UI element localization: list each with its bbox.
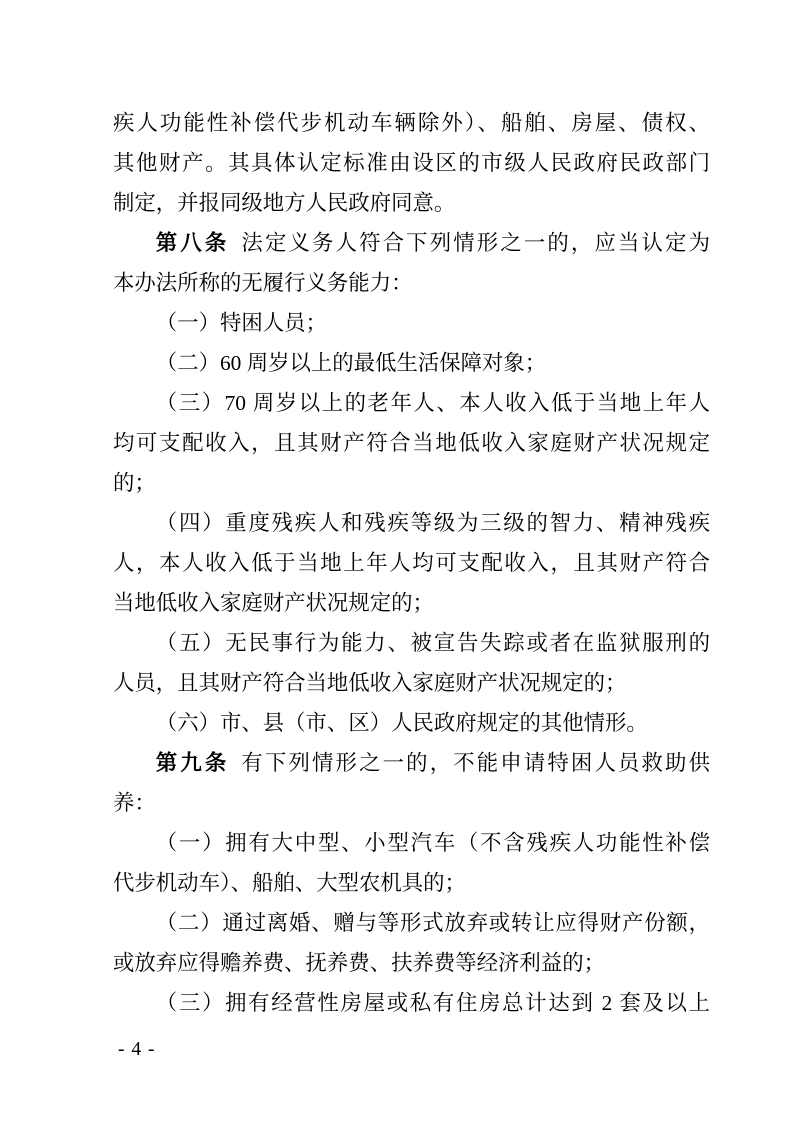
- line-text: 或放弃应得赡养费、抚养费、扶养费等经济利益的；: [113, 951, 605, 975]
- line-text: 均可支配收入，且其财产符合当地低收入家庭财产状况规定: [113, 431, 710, 455]
- text-line: [113, 383, 710, 423]
- text-line: [113, 303, 710, 343]
- line-text: 的；: [113, 471, 156, 495]
- text-line: [113, 783, 710, 823]
- line-text: 本办法所称的无履行义务能力：: [113, 271, 413, 295]
- article-number: 第八条: [155, 231, 230, 255]
- line-text: 人员，且其财产符合当地低收入家庭财产状况规定的；: [113, 671, 627, 695]
- text-line: [113, 183, 710, 223]
- text-line: [113, 583, 710, 623]
- line-text: 有下列情形之一的，不能申请特困人员救助供: [241, 751, 710, 775]
- text-line: [113, 223, 710, 263]
- line-text: 人，本人收入低于当地上年人均可支配收入，且其财产符合: [113, 551, 710, 575]
- text-line: [113, 703, 710, 743]
- text-line: [113, 543, 710, 583]
- text-line: [113, 863, 710, 903]
- line-text: 当地低收入家庭财产状况规定的；: [113, 591, 434, 615]
- text-line: [113, 343, 710, 383]
- line-text: （三）70 周岁以上的老年人、本人收入低于当地上年人: [155, 391, 710, 415]
- line-text: 养：: [113, 791, 156, 815]
- text-line: [113, 463, 710, 503]
- line-text: 代步机动车）、船舶、大型农机具的；: [113, 871, 466, 895]
- text-line: [113, 263, 710, 303]
- line-text: （六）市、县（市、区）人民政府规定的其他情形。: [155, 711, 648, 735]
- text-line: [113, 503, 710, 543]
- line-text: （五）无民事行为能力、被宣告失踪或者在监狱服刑的: [155, 631, 710, 655]
- document-body: [113, 103, 710, 1023]
- line-text: 法定义务人符合下列情形之一的，应当认定为: [241, 231, 710, 255]
- line-text: （三）拥有经营性房屋或私有住房总计达到 2 套及以上: [155, 991, 710, 1015]
- line-text: 其他财产。其具体认定标准由设区的市级人民政府民政部门: [113, 151, 710, 175]
- text-line: [113, 663, 710, 703]
- text-line: [113, 743, 710, 783]
- line-text: 制定，并报同级地方人民政府同意。: [113, 191, 456, 215]
- text-line: [113, 103, 710, 143]
- line-text: （一）特困人员；: [155, 311, 327, 335]
- text-line: [113, 903, 710, 943]
- text-line: [113, 623, 710, 663]
- line-text: （四）重度残疾人和残疾等级为三级的智力、精神残疾: [155, 511, 710, 535]
- text-line: [113, 983, 710, 1023]
- text-line: [113, 423, 710, 463]
- line-text: 疾人功能性补偿代步机动车辆除外）、船舶、房屋、债权、: [113, 111, 710, 135]
- line-text: （二）通过离婚、赠与等形式放弃或转让应得财产份额，: [155, 911, 710, 935]
- page-number: - 4 -: [118, 1039, 156, 1060]
- line-text: （一）拥有大中型、小型汽车（不含残疾人功能性补偿: [155, 831, 710, 855]
- article-number: 第九条: [155, 751, 230, 775]
- text-line: [113, 143, 710, 183]
- text-line: [113, 823, 710, 863]
- text-line: [113, 943, 710, 983]
- line-text: （二）60 周岁以上的最低生活保障对象；: [155, 351, 547, 375]
